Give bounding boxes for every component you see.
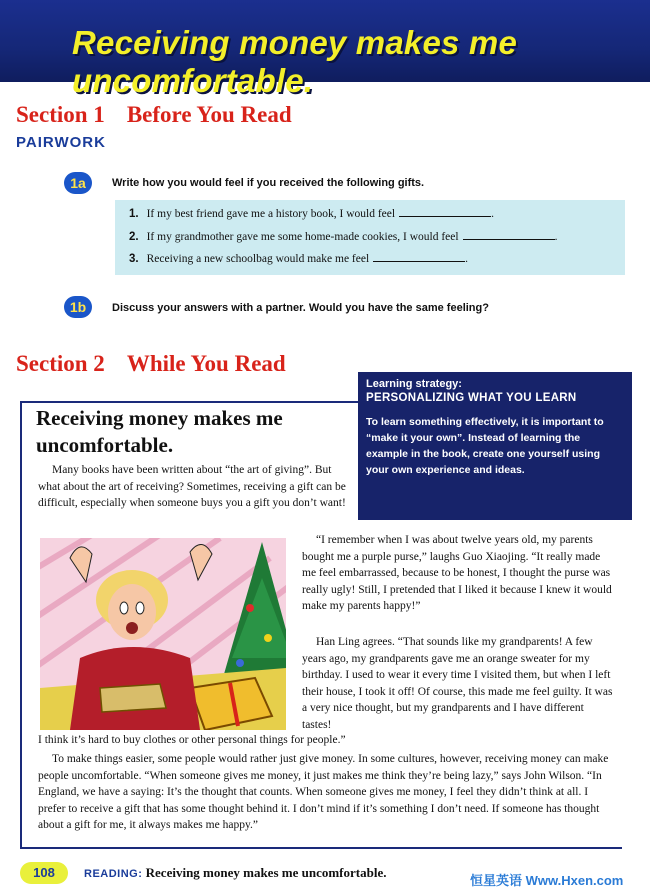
strategy-title: PERSONALIZING WHAT YOU LEARN [366,392,577,404]
article-para-john: To make things easier, some people would rather just give money. In some cultures, however, receiving money can make people uncomfortable. “When someone gives me money, it just makes me think they’re being lazy,” says John Wilson. “In England, we have a saying: It’s the thought that counts. When someone gives me money, I feel they didn’t think at all. I prefer to receive a gift that has some thought behind it. I don’t mind if it’s something I don’t need. If someone has thought about a gift for me, it always makes me happy.” [38,753,609,831]
section2-heading [16,351,286,377]
footer-reading-label: READING: [84,868,143,880]
strategy-label: Learning strategy: [366,378,462,390]
section1-name: Before You Read [126,102,292,127]
article-para-guo: “I remember when I was about twelve years old, my parents bought me a purple purse,” laughs Guo Xiaojing. “It really made me feel embarrassed, because to be honest, I thought the purse was really ugly! Still, I pretended that I liked it because I knew it would make my parents happy!” [302,534,612,612]
task-1b-instruction: Discuss your answers with a partner. Would you have the same feeling? [112,302,489,314]
learning-strategy-box [358,372,632,520]
task-1a-box [115,200,625,275]
answer-blank-1[interactable] [399,207,491,217]
illustration-svg [40,538,286,730]
title-banner [0,0,650,99]
task-item-3: 3. Receiving a new schoolbag would make me feel . [129,253,469,265]
task-1b-badge: 1b [64,296,92,318]
girl-gift-illustration [40,538,286,730]
footer-reading-title: Receiving money makes me uncomfortable. [145,865,387,880]
site-watermark: 恒星英语 Www.Hxen.com [470,873,624,888]
page-number: 108 [20,862,68,884]
answer-blank-3[interactable] [373,252,465,262]
strategy-body: To learn something effectively, it is important to “make it your own”. Instead of learning the example in the book, create one yourself using your own experience and ideas. [366,416,604,476]
section1-number: Section 1 [16,102,105,127]
article-intro: Many books have been written about “the art of giving”. But what about the art of receiving? Sometimes, receiving a gift can be difficult, especially when someone buys you a gift you don’t want! [38,464,346,509]
section2-number: Section 2 [16,351,105,376]
pairwork-label: PAIRWORK [16,134,106,151]
task-1a-instruction: Write how you would feel if you received the following gifts. [112,177,425,189]
section1-heading [16,102,292,128]
article-title: Receiving money makes me uncomfortable. [36,406,283,457]
task-item-2: 2. If my grandmother gave me some home-made cookies, I would feel . [129,231,558,243]
article-para-han: Han Ling agrees. “That sounds like my grandparents! A few years ago, my grandparents gave me an orange sweater for my birthday. I used to wear it every time I visited them, but when I left their house, I took it off! Of course, this made me feel guilty. It was a very nice thought, but my grandparents and I have different tastes! [302,636,613,731]
section2-name: While You Read [126,351,286,376]
task-item-1: 1. If my best friend gave me a history book, I would feel . [129,208,494,220]
footer-running-title [84,865,386,881]
page-title: Receiving money makes me uncomfortable. [72,24,518,99]
task-1a-badge: 1a [64,172,92,194]
answer-blank-2[interactable] [463,230,555,240]
article-para-han-end: I think it’s hard to buy clothes or other personal things for people.” [38,734,346,746]
